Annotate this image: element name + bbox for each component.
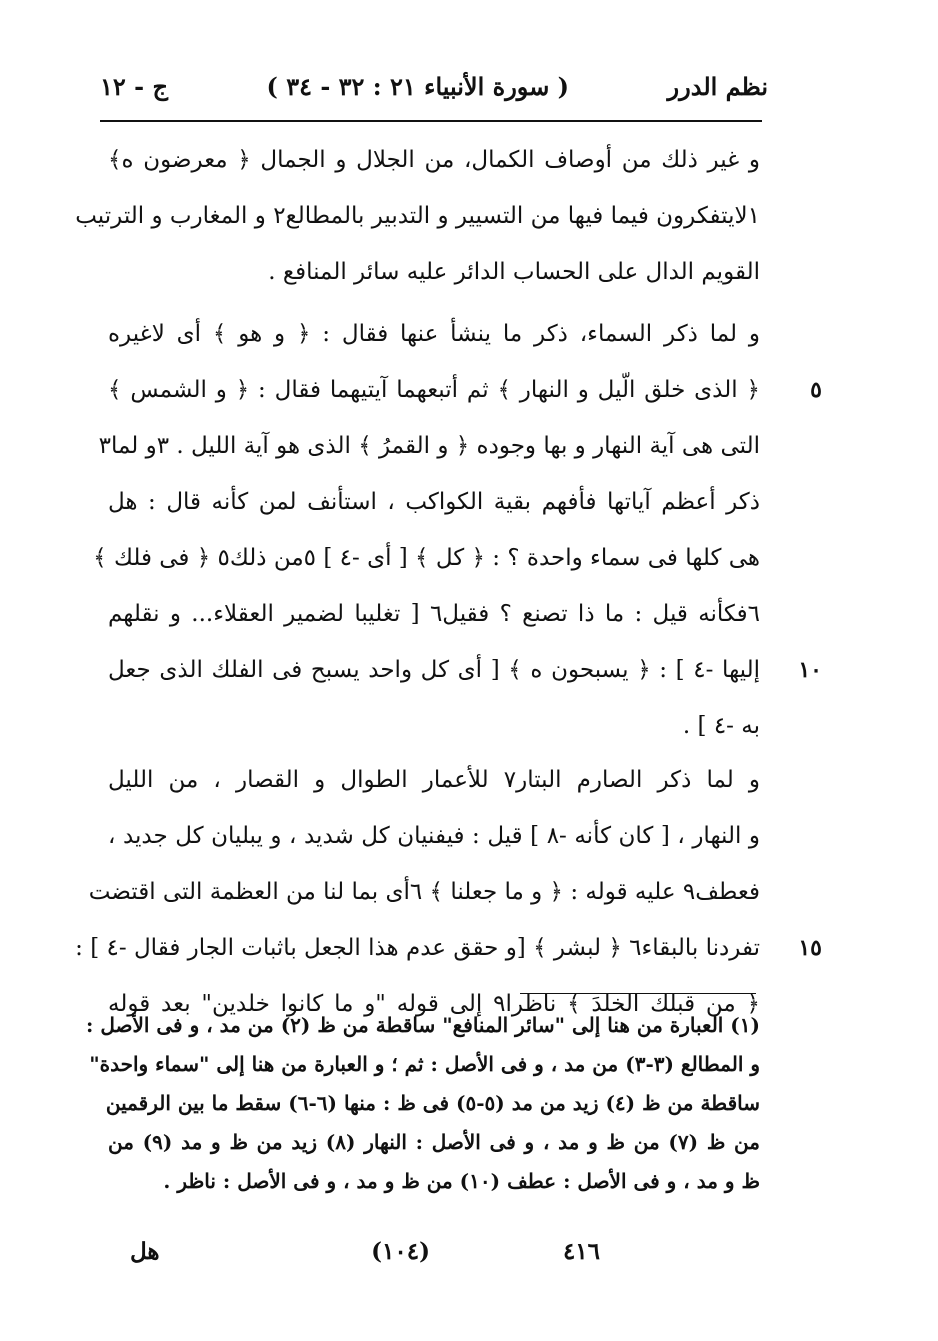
text-line: به -٤ ] . [682,713,760,739]
line-number: ٥ [810,377,822,403]
text-line-numbered [75,920,822,976]
text-line: و النهار ، [ كان كأنه -٨ ] قيل : فيفنيان كل شديد ، و يبليان كل جديد ، [108,823,761,849]
text-line-numbered [108,642,822,698]
book-title: نظم الدرر [667,71,768,101]
text-line: القويم الدال على الحساب الدائر عليه سائر المنافع . [268,259,760,285]
line-number: ١٥ [798,935,822,961]
header-divider [100,120,762,122]
footnote-line: من ظ (٧) من ظ و مد ، و فى الأصل : النهار (٨) زيد من ظ و مد (٩) من [108,1130,760,1154]
text-line: ﴿ من قبلك الخلدَ ﴾ ناظرا٩ إلى قوله "و ما كانوا خلدين" بعد قوله [108,991,760,1017]
text-line-numbered [108,362,822,418]
text-line: ١لايتفكرون فيما فيها من التسيير و التدبير بالمطالع٢ و المغارب و الترتيب [75,203,760,229]
page-number: ٤١٦ [562,1238,600,1265]
volume-number: ج - ١٢ [100,71,168,101]
text-line: ٦فكأنه قيل : ما ذا تصنع ؟ فقيل٦ [ تغليبا لضمير العقلاء... و نقلهم [108,601,760,627]
footnotes [85,1006,760,1201]
footnote-line: و المطالع (٣-٣) من مد ، و فى الأصل : ثم ؛ و العبارة من هنا إلى "سماء واحدة" [89,1052,760,1076]
text-line: و لما ذكر الصارم البتار٧ للأعمار الطوال و القصار ، من الليل [108,767,760,793]
footnote-line: ساقطة من ظ (٤) زيد من مد (٥-٥) فى ظ : منها (٦-٦) سقط ما بين الرقمين [105,1091,760,1115]
footnote-line: ظ و مد ، و فى الأصل : عطف (١٠) من ظ و مد ، و فى الأصل : ناظر . [163,1169,760,1193]
text-line: و لما ذكر السماء، ذكر ما ينشأ عنها فقال : ﴿ و هو ﴾ أى لاغيره [108,321,760,347]
page-footer [130,1238,600,1278]
footnote-divider [520,993,756,994]
surah-reference: ( سورة الأنبياء ٢١ : ٣٢ - ٣٤ ) [266,71,570,101]
text-line: هى كلها فى سماء واحدة ؟ : ﴿ كل ﴾ [ أى -٤ ] ٥من ذلك٥ ﴿ فى فلك ﴾ [93,545,760,571]
line-number: ١٠ [798,657,822,683]
text-line: و غير ذلك من أوصاف الكمال، من الجلال و الجمال ﴿ معرضون ه﴾ [108,147,760,173]
text-line-content: تفردنا بالبقاء٦ ﴿ لبشر ﴾ [و حقق عدم هذا الجعل باثبات الجار فقال -٤ ] : [75,935,760,961]
text-line: ذكر أعظم آياتها فأفهم بقية الكواكب ، استأنف لمن كأنه قال : هل [108,489,760,515]
main-text [75,132,822,1032]
catchword: هل [130,1238,160,1265]
footnote-line: (١) العبارة من هنا إلى "سائر المنافع" ساقطة من ظ (٢) من مد ، و فى الأصل : [85,1013,760,1037]
text-line: التى هى آية النهار و بها وجوده ﴿ و القمرُ ﴾ الذى هو آية الليل . ٣و لما٣ [98,433,760,459]
text-line: فعطف٩ عليه قوله : ﴿ و ما جعلنا ﴾ ٦أى بما لنا من العظمة التى اقتضت [88,879,760,905]
text-line-content: ﴿ الذى خلق الّيل و النهار ﴾ ثم أتبعهما آيتيهما فقال : ﴿ و الشمس ﴾ [108,377,760,403]
sheet-number: (١٠٤) [371,1238,430,1265]
running-header [100,64,768,108]
text-line-content: إليها -٤ ] : ﴿ يسبحون ه ﴾ [ أى كل واحد يسبح فى الفلك الذى جعل [108,657,761,683]
